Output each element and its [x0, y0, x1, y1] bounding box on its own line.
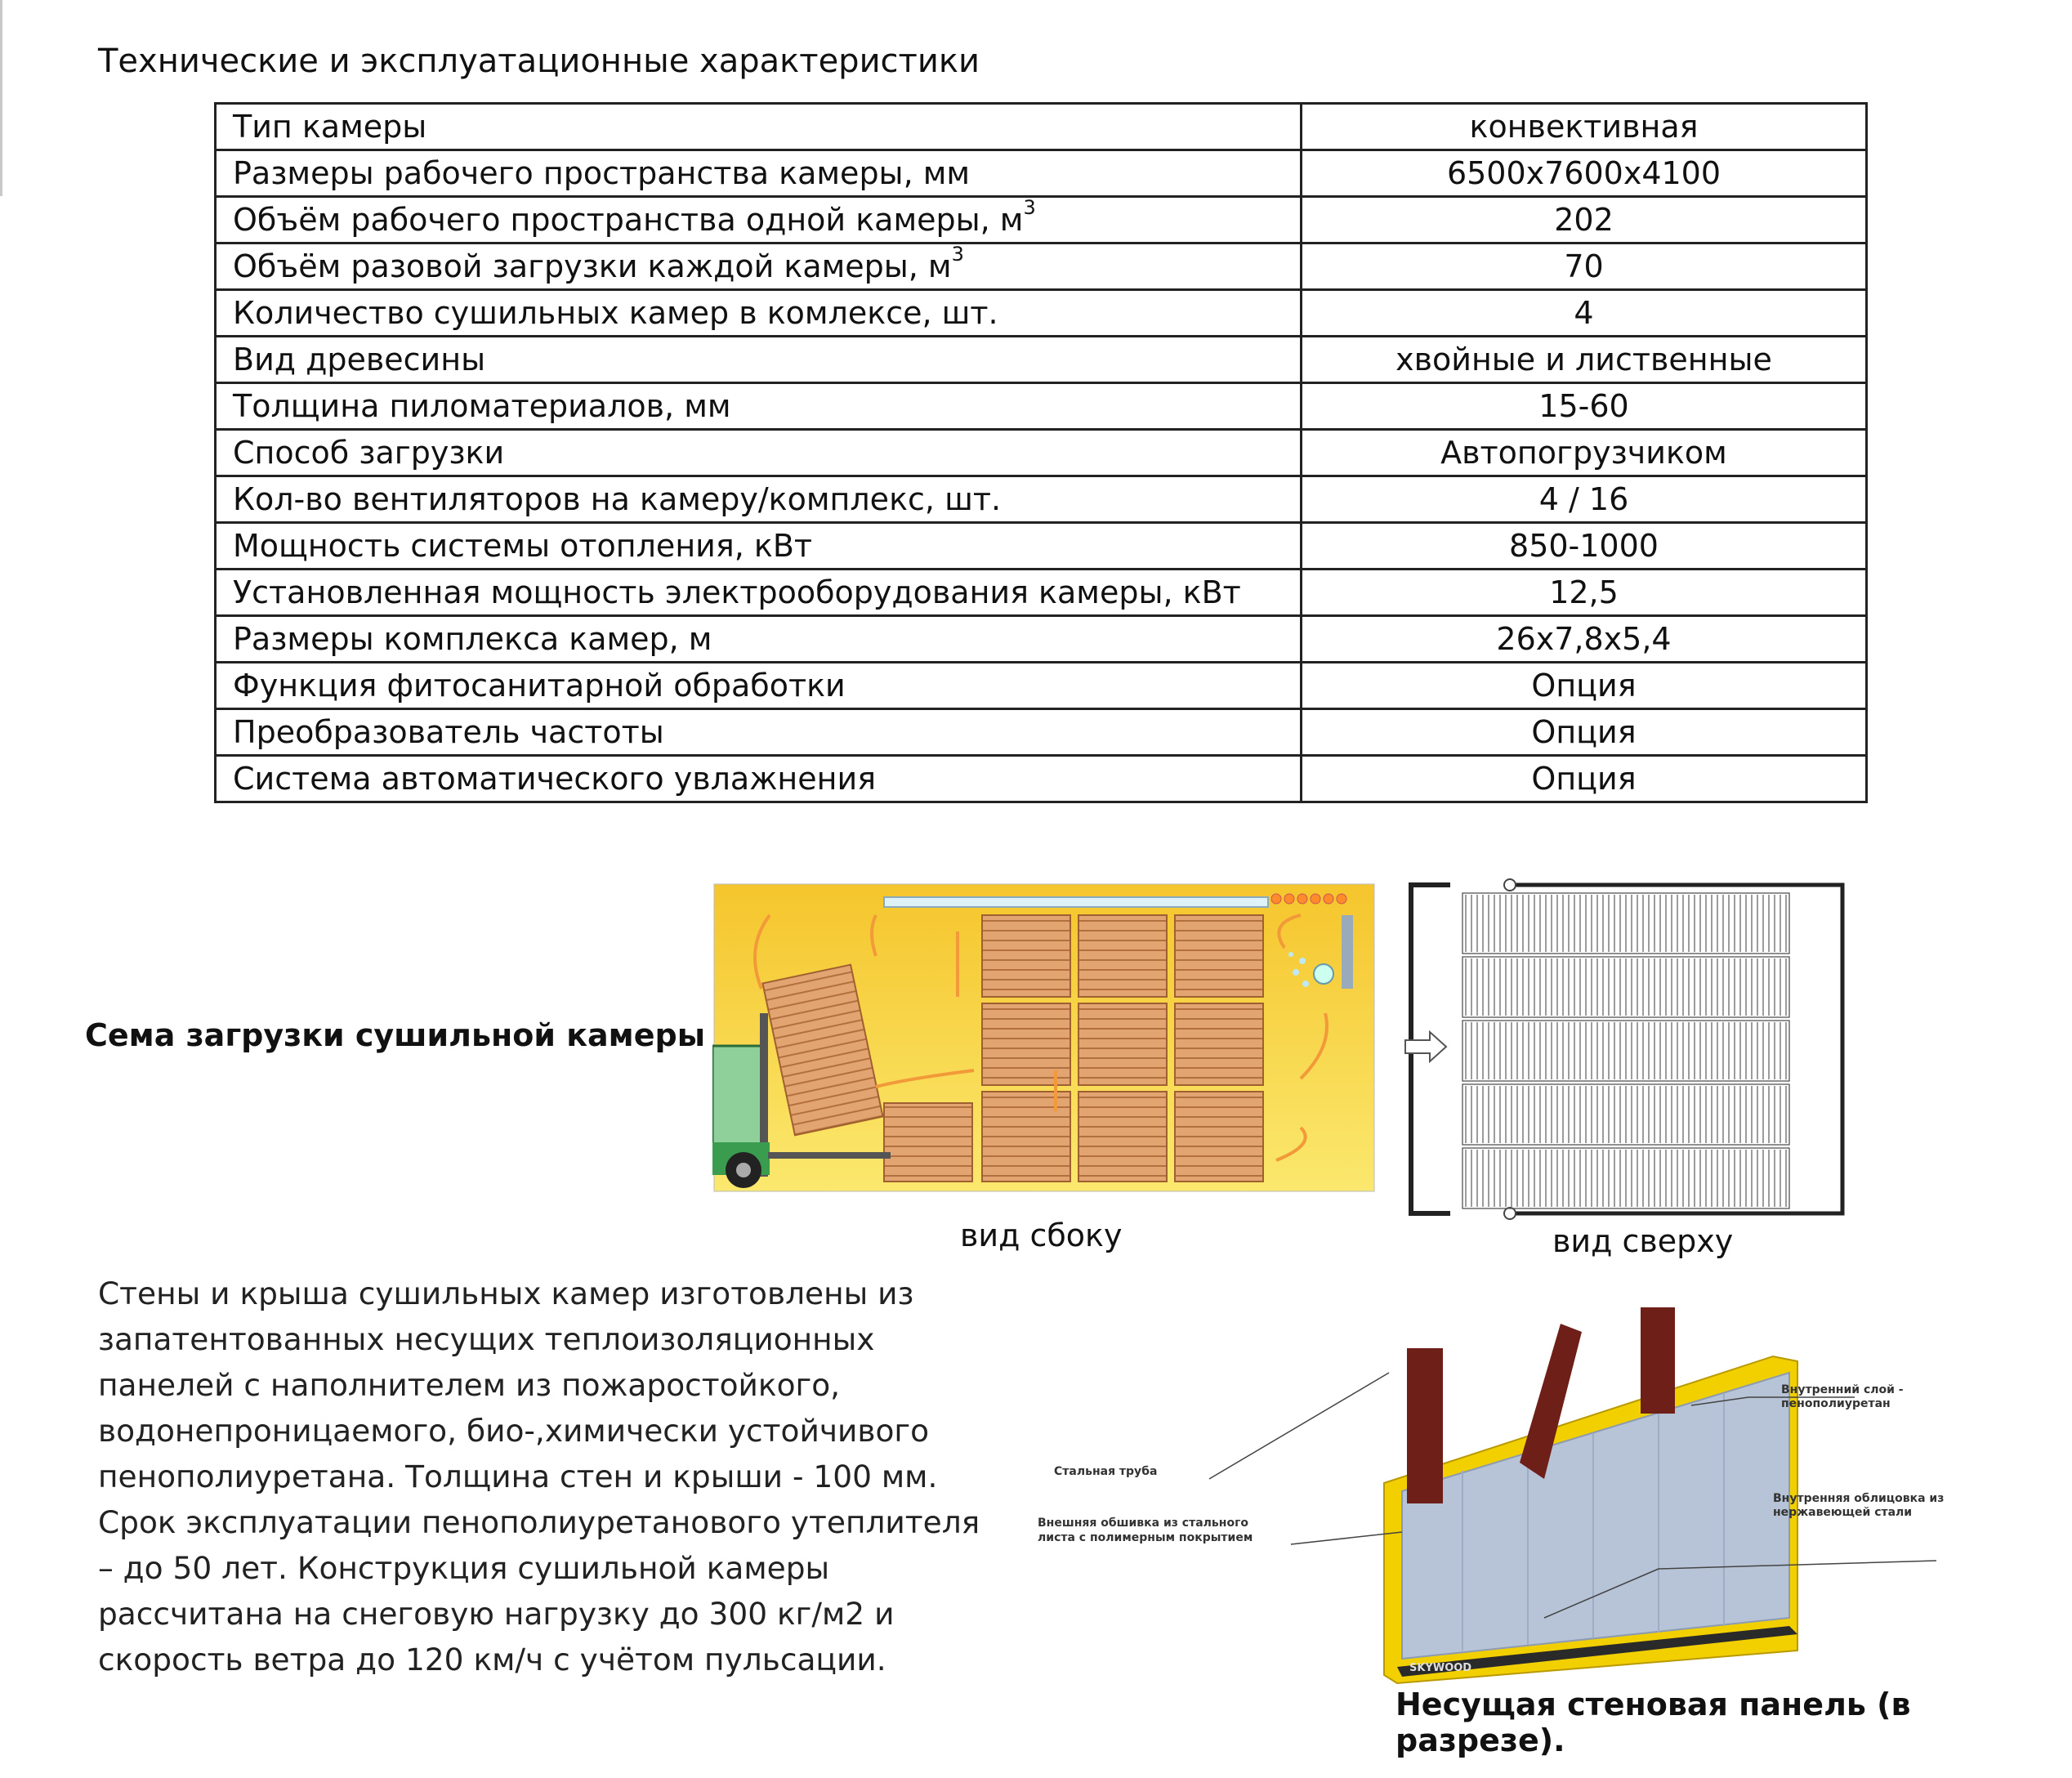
spec-row: [216, 150, 1867, 197]
spec-row: [216, 383, 1867, 430]
outer-skin-label-1: Внешняя обшивка из стального: [1038, 1517, 1248, 1530]
spec-label-text: Вид древесины: [233, 342, 486, 377]
description-line: водонепроницаемого, био-,химически устойчивого: [98, 1413, 930, 1449]
unit-exponent: 3: [951, 243, 964, 266]
spec-value: Опция: [1302, 663, 1867, 709]
panel-caption: Несущая стеновая панель (в разрезе).: [1395, 1686, 1911, 1758]
outer-skin-label-2: листа с полимерным покрытием: [1038, 1531, 1253, 1544]
spec-row: [216, 476, 1867, 523]
spec-value: 6500x7600x4100: [1302, 150, 1867, 197]
inner-lining-label-2: нержавеющей стали: [1773, 1506, 1913, 1519]
spec-label: [216, 383, 1302, 430]
spec-row: [216, 197, 1867, 243]
spec-label: [216, 756, 1302, 802]
walls-description: [98, 1271, 980, 1682]
spec-row: [216, 243, 1867, 290]
spec-value: Опция: [1302, 756, 1867, 802]
spec-value: 4 / 16: [1302, 476, 1867, 523]
spec-value: 12,5: [1302, 570, 1867, 616]
spec-value: Автопогрузчиком: [1302, 430, 1867, 476]
unit-exponent: 3: [1023, 196, 1036, 220]
top-view-diagram: [1401, 878, 1859, 1222]
description-line: панелей с наполнителем из пожаростойкого,: [98, 1367, 841, 1403]
description-line: рассчитана на снеговую нагрузку до 300 кг/м2 и: [98, 1596, 895, 1632]
spec-label-text: Преобразователь частоты: [233, 714, 664, 750]
spec-label: [216, 570, 1302, 616]
description-line: – до 50 лет. Конструкция сушильной камеры: [98, 1550, 830, 1586]
spec-row: [216, 756, 1867, 802]
loading-scheme-title: Сема загрузки сушильной камеры: [85, 1017, 706, 1053]
spec-label-text: Тип камеры: [233, 109, 427, 145]
spec-label-text: Мощность системы отопления, кВт: [233, 528, 813, 564]
side-view-illustration: [712, 882, 1376, 1193]
spec-value: 850-1000: [1302, 523, 1867, 570]
spec-value: Опция: [1302, 709, 1867, 756]
description-line: Срок эксплуатации пенополиуретанового утеплителя: [98, 1504, 980, 1540]
page-title: Технические и эксплуатационные характеристики: [98, 42, 980, 80]
spec-label: [216, 150, 1302, 197]
spec-label: [216, 197, 1302, 243]
side-view-caption: вид сбоку: [960, 1217, 1123, 1253]
inner-lining-label-1: Внутренняя облицовка из: [1773, 1492, 1945, 1505]
spec-label: [216, 523, 1302, 570]
spec-label-text: Кол-во вентиляторов на камеру/комплекс, шт.: [233, 481, 1002, 517]
spec-label-text: Размеры рабочего пространства камеры, мм: [233, 155, 971, 191]
spec-label: [216, 243, 1302, 290]
description-line: запатентованных несущих теплоизоляционных: [98, 1321, 875, 1357]
wall-panel-illustration: [1038, 1307, 1977, 1691]
spec-label-text: Система автоматического увлажнения: [233, 761, 877, 797]
spec-label: [216, 616, 1302, 663]
spec-row: [216, 430, 1867, 476]
spec-label: [216, 663, 1302, 709]
spec-row: [216, 104, 1867, 150]
spec-label-text: Количество сушильных камер в комлексе, шт.: [233, 295, 998, 331]
spec-table: [214, 102, 1868, 803]
description-line: пенополиуретана. Толщина стен и крыши - 100 мм.: [98, 1459, 938, 1494]
spec-row: [216, 570, 1867, 616]
top-view-caption: вид сверху: [1552, 1223, 1734, 1259]
spec-value: 26x7,8x5,4: [1302, 616, 1867, 663]
spec-value: 4: [1302, 290, 1867, 337]
page-edge-line: [0, 0, 2, 196]
spec-label: [216, 476, 1302, 523]
spec-label: [216, 430, 1302, 476]
brand-label: SKYWOOD: [1409, 1662, 1472, 1674]
spec-label-text: Функция фитосанитарной обработки: [233, 668, 846, 704]
spec-label-text: Размеры комплекса камер, м: [233, 621, 712, 657]
spec-value: 202: [1302, 197, 1867, 243]
spec-label-text: Установленная мощность электрооборудования камеры, кВт: [233, 574, 1241, 610]
spec-row: [216, 290, 1867, 337]
description-line: скорость ветра до 120 км/ч с учётом пульсации.: [98, 1642, 886, 1677]
steel-pipe-label: Стальная труба: [1054, 1465, 1158, 1478]
spec-label-text: Толщина пиломатериалов, мм: [233, 388, 731, 424]
spec-label-text: Способ загрузки: [233, 435, 505, 471]
spec-label-text: Объём разовой загрузки каждой камеры, м: [233, 248, 952, 284]
spec-row: [216, 337, 1867, 383]
description-line: Стены и крыша сушильных камер изготовлены из: [98, 1275, 914, 1311]
spec-label: [216, 290, 1302, 337]
spec-label-text: Объём рабочего пространства одной камеры, м: [233, 202, 1024, 238]
spec-label: [216, 337, 1302, 383]
spec-label: [216, 709, 1302, 756]
spec-value: конвективная: [1302, 104, 1867, 150]
spec-value: хвойные и лиственные: [1302, 337, 1867, 383]
spec-row: [216, 616, 1867, 663]
spec-row: [216, 523, 1867, 570]
inner-layer-label-2: пенополиуретан: [1781, 1397, 1891, 1410]
spec-value: 70: [1302, 243, 1867, 290]
spec-label: [216, 104, 1302, 150]
spec-row: [216, 663, 1867, 709]
spec-value: 15-60: [1302, 383, 1867, 430]
spec-row: [216, 709, 1867, 756]
inner-layer-label-1: Внутренний слой -: [1781, 1383, 1904, 1396]
